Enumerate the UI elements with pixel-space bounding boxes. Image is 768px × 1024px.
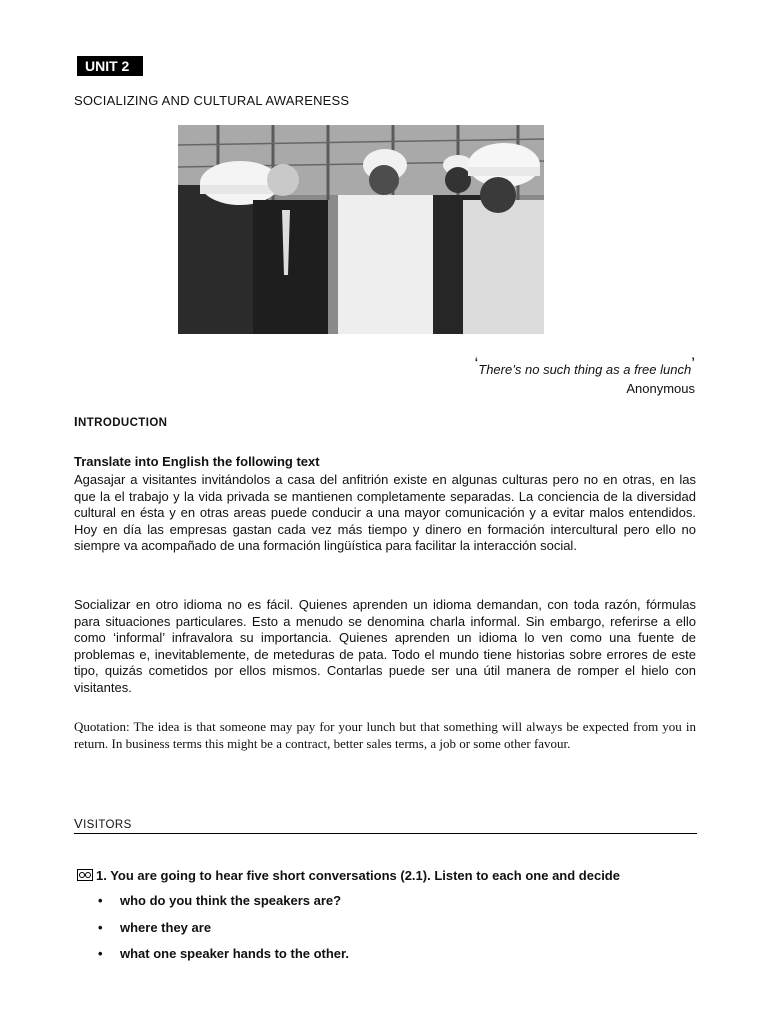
visitors-heading-rest: ISITORS [83,819,132,831]
quote-text: There’s no such thing as a free lunch [478,362,692,377]
quotation-note: Quotation: The idea is that someone may pay for your lunch but that something will always be expected from you in return. In business terms this might be a contract, better sales terms, a job or some other favour. [74,719,696,751]
introduction-heading [74,414,167,429]
quote-close-mark: ’ [691,354,695,373]
bullet-icon: • [98,919,103,935]
spanish-paragraph-2: Socializar en otro idioma no es fácil. Quienes aprenden un idioma demandan, con toda razón, fórmulas para situaciones particulares. Esto a menudo se denomina charla informal. Sin embargo, referirse a ello como ‘informal’ infravalora su importancia. Quienes aprenden un idioma lo ven como una fuente de problemas e, inevitablemente, de meteduras de pata. Todo el mundo tiene historias sobre errores de este tipo, quizás cometidos por ellos mismos. Contarlas puede ser una útil manera de romper el hielo con visitantes. [74,597,696,695]
list-item [98,920,349,947]
visitors-heading [74,816,132,831]
bullet-icon: • [98,946,103,961]
bullet-icon: • [98,893,103,908]
introduction-heading-rest: NTRODUCTION [78,417,168,429]
list-item [98,946,349,973]
list-item-text: where they are [120,919,212,935]
list-item [98,893,349,920]
unit-badge: UNIT 2 [77,56,143,76]
audio-cassette-icon [77,869,93,881]
quote-author: Anonymous [626,381,695,396]
list-item-text: what one speaker hands to the other. [120,946,349,961]
section-title: SOCIALIZING AND CULTURAL AWARENESS [74,93,350,108]
quote [474,354,695,377]
exercise-1 [77,868,620,883]
exercise-1-text: 1. You are going to hear five short conversations (2.1). Listen to each one and decide [96,868,620,883]
section-divider [74,833,697,834]
photo-illustration [178,125,544,334]
quote-open-mark: ‘ [474,354,479,373]
introduction-heading-initial: I [74,414,79,429]
business-meeting-photo [178,125,544,334]
list-item-text: who do you think the speakers are? [120,893,342,908]
translate-task-heading: Translate into English the following text [74,454,320,469]
exercise-bullet-list [98,893,349,973]
spanish-paragraph-1: Agasajar a visitantes invitándolos a casa del anfitrión existe en algunas culturas pero no en otras, en las que la el trabajo y la vida privada se mantienen completamente separadas. La conciencia de la diversidad cultural en ésta y en otras areas puede conducir a una mayor comunicación y a evitar malos entendidos. Hoy en día las empresas gastan cada vez más tiempo y dinero en formación intercultural pero ello no siempre va acompañado de una formación lingüística para facilitar la interacción social. [74,472,696,554]
visitors-heading-initial: V [74,816,84,831]
